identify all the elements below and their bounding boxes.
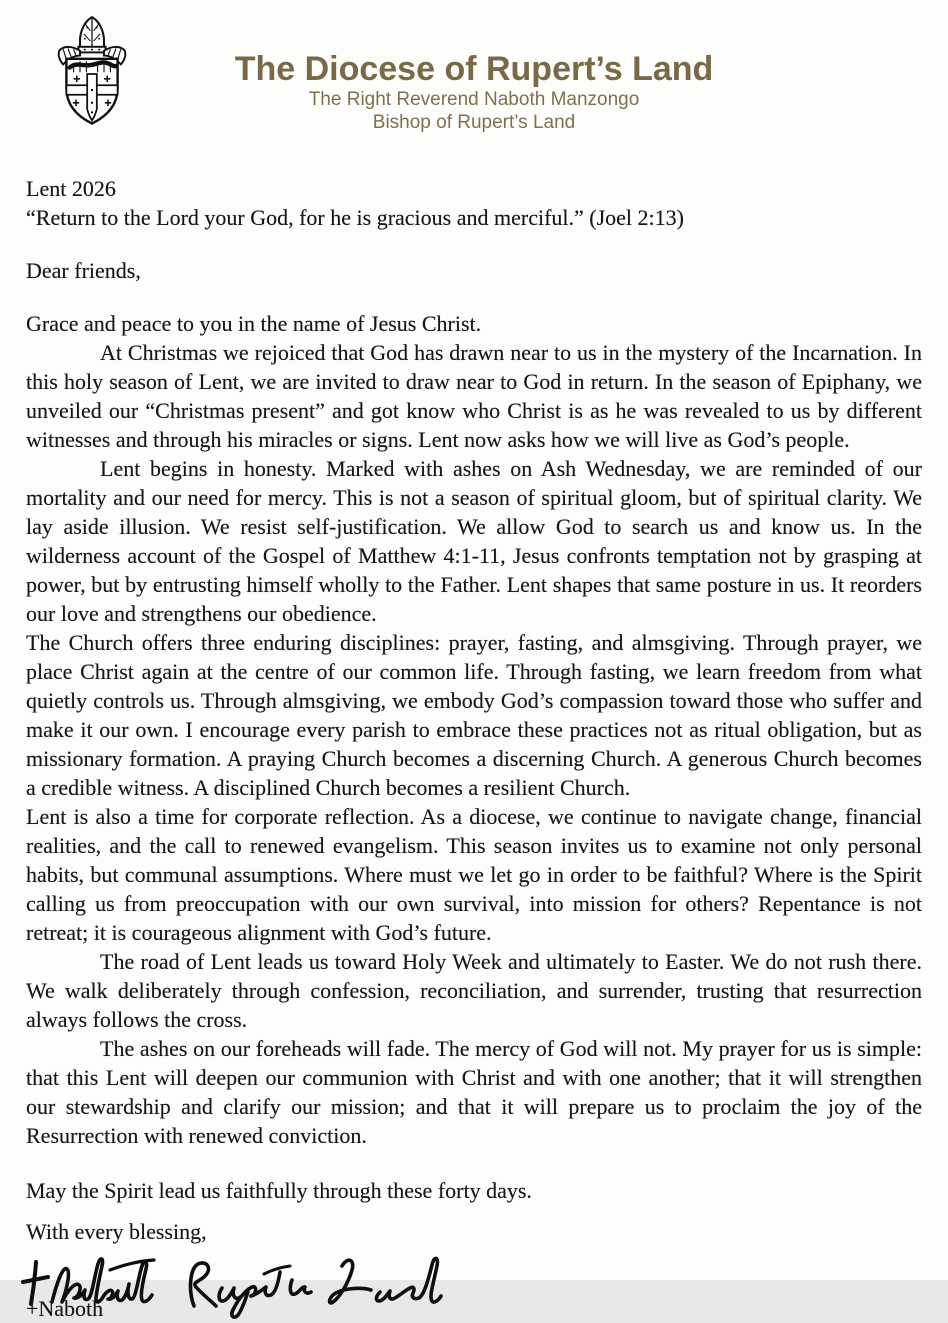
scripture-line: “Return to the Lord your God, for he is gracious and merciful.” (Joel 2:13) — [26, 205, 684, 230]
letterhead — [0, 0, 948, 148]
diocese-crest-icon — [52, 14, 132, 134]
paragraph-at-christmas: At Christmas we rejoiced that God has drawn near to us in the mystery of the Incarnation. In this holy season of Lent, we are invited to draw near to God in return. In the season of Epiphany, we unveiled our “Christmas present” and got know who Christ is as he was revealed to us by different witnesses and through his miracles or signs. Lent now asks how we will live as God’s people. — [26, 340, 922, 452]
salutation: Dear friends, — [26, 258, 141, 283]
paragraph-road-of-lent: The road of Lent leads us toward Holy Week and ultimately to Easter. We do not rush there. We walk deliberately through confession, reconciliation, and surrender, trusting that resurrection always follows the cross. — [26, 949, 922, 1032]
paragraph-corporate-reflection: Lent is also a time for corporate reflection. As a diocese, we continue to navigate change, financial realities, and the call to renewed evangelism. This season invites us to examine not only personal habits, but communal assumptions. Where must we let go in order to be faithful? Where is the Spirit calling us from preoccupation with our own survival, into mission for others? Repentance is not retreat; it is courageous alignment with God’s future. — [26, 804, 922, 945]
organization-title: The Diocese of Rupert’s Land — [234, 50, 714, 88]
prayer-line: May the Spirit lead us faithfully through these forty days. — [26, 1178, 532, 1203]
paragraph-church-disciplines: The Church offers three enduring disciplines: prayer, fasting, and almsgiving. Through prayer, we place Christ again at the centre of our common life. Through fasting, we learn freedom from what quietly controls us. Through almsgiving, we embody God’s compassion toward those who suffer and make it our own. I encourage every parish to embrace these practices not as ritual obligation, but as missionary formation. A praying Church becomes a discerning Church. A generous Church becomes a credible witness. A disciplined Church becomes a resilient Church. — [26, 630, 922, 800]
valediction: With every blessing, — [26, 1219, 207, 1244]
letter-body — [0, 174, 948, 1323]
handwritten-signature-icon — [24, 1244, 922, 1300]
paragraph-lent-begins: Lent begins in honesty. Marked with ashes on Ash Wednesday, we are reminded of our mortality and our need for mercy. This is not a season of spiritual gloom, but of spiritual clarity. We lay aside illusion. We resist self-justification. We allow God to search us and know us. In the wilderness account of the Gospel of Matthew 4:1-11, Jesus confronts temptation not by grasping at power, but by entrusting himself wholly to the Father. Lent shapes that same posture in us. It reorders our love and strengthens our obedience. — [26, 456, 922, 626]
bishop-title: Bishop of Rupert’s Land — [372, 112, 576, 133]
paragraph-ashes-fade: The ashes on our foreheads will fade. The mercy of God will not. My prayer for us is simple: that this Lent will deepen our communion with Christ and with one another; that it will strengthen our stewardship and clarify our mission; and that it will prepare us to proclaim the joy of the Resurrection with renewed conviction. — [26, 1036, 922, 1148]
heading-line: Lent 2026 — [26, 176, 116, 201]
bishop-name: The Right Reverend Naboth Manzongo — [308, 89, 640, 110]
signed-name: +Naboth — [26, 1296, 104, 1321]
letterhead-text — [0, 0, 948, 134]
opening-line: Grace and peace to you in the name of Jesus Christ. — [26, 311, 482, 336]
